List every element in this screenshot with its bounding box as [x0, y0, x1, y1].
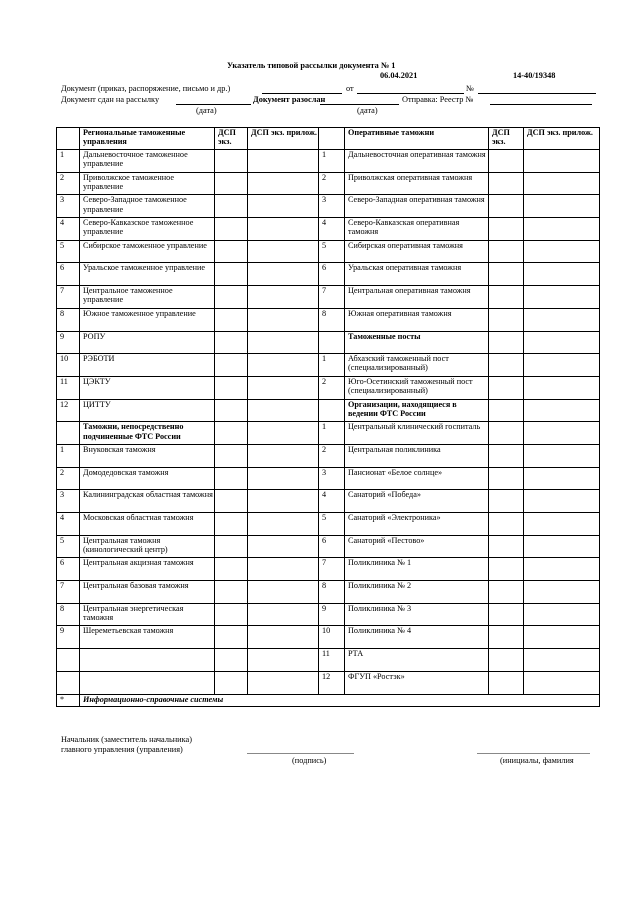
right-dsp-app-cell[interactable]: [524, 218, 600, 241]
table-row: [57, 649, 600, 672]
name-caption: (инициалы, фамилия: [500, 756, 574, 765]
doc-number-field[interactable]: [478, 93, 596, 94]
right-row-number: 1: [319, 354, 345, 377]
left-dsp-app-cell[interactable]: [248, 308, 319, 331]
right-org-name: Поликлиника № 1: [345, 558, 489, 581]
right-dsp-app-cell[interactable]: [524, 354, 600, 377]
left-dsp-cell[interactable]: [215, 308, 248, 331]
right-row-number: 4: [319, 490, 345, 513]
name-field[interactable]: [477, 753, 590, 754]
footer-mark: *: [57, 694, 80, 706]
right-org-name: Уральская оперативная таможня: [345, 263, 489, 286]
right-dsp-cell[interactable]: [489, 558, 524, 581]
right-dsp-cell[interactable]: [489, 671, 524, 694]
left-row-number: 6: [57, 263, 80, 286]
right-row-number: 5: [319, 513, 345, 536]
right-org-name: Южная оперативная таможня: [345, 308, 489, 331]
num-label: №: [466, 84, 474, 93]
right-dsp-cell[interactable]: [489, 263, 524, 286]
right-org-name: Санаторий «Пестово»: [345, 535, 489, 558]
left-dsp-cell[interactable]: [215, 218, 248, 241]
left-header-name: Региональные таможенные управления: [80, 128, 215, 150]
right-row-number: 4: [319, 218, 345, 241]
left-org-name: Приволжское таможенное управление: [80, 172, 215, 195]
right-dsp-cell[interactable]: [489, 444, 524, 467]
left-row-number: 5: [57, 240, 80, 263]
left-dsp-cell[interactable]: [215, 263, 248, 286]
info-systems-label: Информационно-справочные системы: [80, 694, 600, 706]
right-dsp-cell[interactable]: [489, 467, 524, 490]
left-dsp-cell[interactable]: [215, 535, 248, 558]
table-row: [57, 444, 600, 467]
right-org-name: ФГУП «Ростэк»: [345, 671, 489, 694]
left-dsp-cell[interactable]: [215, 444, 248, 467]
table-row: [57, 626, 600, 649]
left-dsp-app-cell[interactable]: [248, 581, 319, 604]
right-row-number: 9: [319, 603, 345, 626]
left-header-dsp-app: ДСП экз. прилож.: [248, 128, 319, 150]
table-row: [57, 150, 600, 173]
left-row-number: [57, 671, 80, 694]
right-dsp-app-cell[interactable]: [524, 581, 600, 604]
right-header-dsp: ДСП экз.: [489, 128, 524, 150]
right-row-number: 5: [319, 240, 345, 263]
left-org-name: Центральная базовая таможня: [80, 581, 215, 604]
right-dsp-cell[interactable]: [489, 218, 524, 241]
signature-title-line1: Начальник (заместитель начальника): [61, 735, 192, 744]
right-org-name: Поликлиника № 2: [345, 581, 489, 604]
right-dsp-app-cell[interactable]: [524, 195, 600, 218]
right-dsp-cell[interactable]: [489, 308, 524, 331]
right-org-name: Северо-Западная оперативная таможня: [345, 195, 489, 218]
right-dsp-app-cell[interactable]: [524, 150, 600, 173]
left-org-name: Центральная энергетическая таможня: [80, 603, 215, 626]
left-org-name: Калининградская областная таможня: [80, 490, 215, 513]
left-org-name: Северо-Западное таможенное управление: [80, 195, 215, 218]
left-dsp-cell[interactable]: [215, 649, 248, 672]
right-dsp-app-cell[interactable]: [524, 490, 600, 513]
right-dsp-app-cell[interactable]: [524, 444, 600, 467]
left-dsp-cell[interactable]: [215, 558, 248, 581]
right-dsp-cell[interactable]: [489, 172, 524, 195]
left-dsp-app-cell[interactable]: [248, 240, 319, 263]
table-row: [57, 399, 600, 422]
left-dsp-app-cell[interactable]: [248, 172, 319, 195]
left-dsp-cell[interactable]: [215, 581, 248, 604]
right-row-number: 6: [319, 263, 345, 286]
table-row: [57, 671, 600, 694]
left-dsp-app-cell[interactable]: [248, 513, 319, 536]
left-dsp-cell[interactable]: [215, 331, 248, 354]
right-org-name: Центральная оперативная таможня: [345, 286, 489, 309]
left-row-number: 9: [57, 331, 80, 354]
table-row: [57, 603, 600, 626]
left-dsp-cell[interactable]: [215, 626, 248, 649]
left-row-number: 7: [57, 286, 80, 309]
handed-label: Документ сдан на рассылку: [61, 95, 160, 104]
left-row-number: 11: [57, 376, 80, 399]
table-row: [57, 376, 600, 399]
right-dsp-cell[interactable]: [489, 399, 524, 422]
left-row-number: 2: [57, 172, 80, 195]
table-row: [57, 490, 600, 513]
right-row-number: 3: [319, 467, 345, 490]
right-dsp-app-cell[interactable]: [524, 626, 600, 649]
right-dsp-cell[interactable]: [489, 240, 524, 263]
right-dsp-cell[interactable]: [489, 376, 524, 399]
left-dsp-cell[interactable]: [215, 354, 248, 377]
right-dsp-app-cell[interactable]: [524, 263, 600, 286]
table-row: [57, 558, 600, 581]
left-row-number: 12: [57, 399, 80, 422]
right-dsp-app-cell[interactable]: [524, 308, 600, 331]
left-org-name: ЦЭКТУ: [80, 376, 215, 399]
right-row-number: 10: [319, 626, 345, 649]
left-org-name: [80, 649, 215, 672]
table-row: [57, 286, 600, 309]
right-dsp-app-cell[interactable]: [524, 422, 600, 445]
table-row: [57, 240, 600, 263]
left-dsp-app-cell[interactable]: [248, 195, 319, 218]
right-org-name: Организации, находящиеся в ведении ФТС России: [345, 399, 489, 422]
right-row-number: 3: [319, 195, 345, 218]
right-dsp-app-cell[interactable]: [524, 671, 600, 694]
left-org-name: Московская областная таможня: [80, 513, 215, 536]
right-org-name: Санаторий «Победа»: [345, 490, 489, 513]
right-row-number: 2: [319, 444, 345, 467]
left-row-number: 2: [57, 467, 80, 490]
left-dsp-cell[interactable]: [215, 240, 248, 263]
left-row-number: 10: [57, 354, 80, 377]
from-date-field[interactable]: [357, 93, 464, 94]
left-dsp-app-cell[interactable]: [248, 490, 319, 513]
right-org-name: Центральный клинический госпиталь: [345, 422, 489, 445]
left-row-number: 7: [57, 581, 80, 604]
right-row-number: [319, 331, 345, 354]
right-dsp-app-cell[interactable]: [524, 286, 600, 309]
dispatch-label: Отправка: Реестр №: [402, 95, 474, 104]
table-row: [57, 581, 600, 604]
left-dsp-cell[interactable]: [215, 399, 248, 422]
table-row: [57, 195, 600, 218]
right-row-number: 8: [319, 308, 345, 331]
doc-type-label: Документ (приказ, распоряжение, письмо и др.): [61, 84, 231, 93]
right-row-number: 1: [319, 422, 345, 445]
left-dsp-app-cell[interactable]: [248, 354, 319, 377]
info-systems-row: [57, 694, 600, 706]
right-dsp-cell[interactable]: [489, 535, 524, 558]
right-row-number: [319, 399, 345, 422]
handed-date-field[interactable]: [176, 104, 251, 105]
date-caption-2: (дата): [357, 106, 378, 115]
right-dsp-cell[interactable]: [489, 354, 524, 377]
right-org-name: РТА: [345, 649, 489, 672]
left-org-name: РЭБОТИ: [80, 354, 215, 377]
left-org-name: Таможни, непосредственно подчиненные ФТС России: [80, 422, 215, 445]
left-header-dsp: ДСП экз.: [215, 128, 248, 150]
left-dsp-app-cell[interactable]: [248, 263, 319, 286]
left-row-number: 6: [57, 558, 80, 581]
left-dsp-cell[interactable]: [215, 195, 248, 218]
left-dsp-cell[interactable]: [215, 172, 248, 195]
right-dsp-cell[interactable]: [489, 603, 524, 626]
left-dsp-cell[interactable]: [215, 467, 248, 490]
left-row-number: [57, 422, 80, 445]
right-dsp-cell[interactable]: [489, 626, 524, 649]
left-dsp-app-cell[interactable]: [248, 535, 319, 558]
left-dsp-app-cell[interactable]: [248, 467, 319, 490]
right-dsp-app-cell[interactable]: [524, 467, 600, 490]
right-dsp-cell[interactable]: [489, 513, 524, 536]
right-dsp-app-cell[interactable]: [524, 558, 600, 581]
right-dsp-app-cell[interactable]: [524, 331, 600, 354]
right-org-name: Абхазский таможенный пост (специализированный): [345, 354, 489, 377]
left-org-name: Домодедовская таможня: [80, 467, 215, 490]
left-dsp-cell[interactable]: [215, 422, 248, 445]
right-row-number: 7: [319, 286, 345, 309]
left-dsp-cell[interactable]: [215, 286, 248, 309]
table-row: [57, 513, 600, 536]
left-org-name: Северо-Кавказское таможенное управление: [80, 218, 215, 241]
signature-caption: (подпись): [292, 756, 327, 765]
left-dsp-cell[interactable]: [215, 490, 248, 513]
table-header-row: [57, 128, 600, 150]
from-label: от: [346, 84, 354, 93]
left-org-name: Сибирское таможенное управление: [80, 240, 215, 263]
right-header-dsp-app: ДСП экз. прилож.: [524, 128, 600, 150]
left-dsp-app-cell[interactable]: [248, 286, 319, 309]
right-row-number: 8: [319, 581, 345, 604]
right-org-name: Приволжская оперативная таможня: [345, 172, 489, 195]
left-dsp-app-cell[interactable]: [248, 331, 319, 354]
left-org-name: Центральная акцизная таможня: [80, 558, 215, 581]
doc-type-field[interactable]: [262, 93, 342, 94]
left-org-name: ЦИТТУ: [80, 399, 215, 422]
right-org-name: Поликлиника № 3: [345, 603, 489, 626]
table-row: [57, 331, 600, 354]
right-org-name: Таможенные посты: [345, 331, 489, 354]
left-row-number: 3: [57, 490, 80, 513]
right-row-number: 2: [319, 172, 345, 195]
right-dsp-cell[interactable]: [489, 581, 524, 604]
signature-field[interactable]: [247, 753, 354, 754]
right-row-number: 6: [319, 535, 345, 558]
left-dsp-app-cell[interactable]: [248, 422, 319, 445]
left-org-name: [80, 671, 215, 694]
right-dsp-cell[interactable]: [489, 490, 524, 513]
right-dsp-app-cell[interactable]: [524, 240, 600, 263]
registry-number-field[interactable]: [490, 104, 592, 105]
left-row-number: 4: [57, 218, 80, 241]
right-org-name: Пансионат «Белое солнце»: [345, 467, 489, 490]
left-dsp-cell[interactable]: [215, 150, 248, 173]
right-dsp-app-cell[interactable]: [524, 376, 600, 399]
left-row-number: 4: [57, 513, 80, 536]
left-row-number: 1: [57, 444, 80, 467]
right-dsp-app-cell[interactable]: [524, 649, 600, 672]
right-dsp-app-cell[interactable]: [524, 172, 600, 195]
distribution-table: [56, 127, 600, 707]
left-org-name: Уральское таможенное управление: [80, 263, 215, 286]
right-header-name: Оперативные таможни: [345, 128, 489, 150]
right-org-name: Сибирская оперативная таможня: [345, 240, 489, 263]
table-row: [57, 467, 600, 490]
left-row-number: 8: [57, 308, 80, 331]
right-org-name: Юго-Осетинский таможенный пост (специализированный): [345, 376, 489, 399]
left-dsp-app-cell[interactable]: [248, 603, 319, 626]
right-row-number: 1: [319, 150, 345, 173]
left-org-name: Центральная таможня (кинологический центр): [80, 535, 215, 558]
left-dsp-app-cell[interactable]: [248, 671, 319, 694]
left-org-name: Внуковская таможня: [80, 444, 215, 467]
left-org-name: РОПУ: [80, 331, 215, 354]
left-row-number: 9: [57, 626, 80, 649]
document-number: 14-40/19348: [513, 71, 556, 80]
table-row: [57, 263, 600, 286]
left-row-number: 5: [57, 535, 80, 558]
date-caption-1: (дата): [196, 106, 217, 115]
right-row-number: 2: [319, 376, 345, 399]
table-row: [57, 308, 600, 331]
left-dsp-app-cell[interactable]: [248, 649, 319, 672]
left-dsp-app-cell[interactable]: [248, 558, 319, 581]
signature-title-line2: главного управления (управления): [61, 745, 183, 754]
left-row-number: [57, 649, 80, 672]
left-org-name: Центральное таможенное управление: [80, 286, 215, 309]
left-dsp-app-cell[interactable]: [248, 399, 319, 422]
table-row: [57, 535, 600, 558]
document-date: 06.04.2021: [380, 71, 418, 80]
right-dsp-cell[interactable]: [489, 286, 524, 309]
right-dsp-app-cell[interactable]: [524, 399, 600, 422]
left-org-name: Дальневосточное таможенное управление: [80, 150, 215, 173]
right-row-number: 12: [319, 671, 345, 694]
sent-label: Документ разослан: [253, 95, 326, 104]
right-dsp-cell[interactable]: [489, 195, 524, 218]
left-dsp-app-cell[interactable]: [248, 376, 319, 399]
left-dsp-cell[interactable]: [215, 376, 248, 399]
right-org-name: Поликлиника № 4: [345, 626, 489, 649]
right-dsp-app-cell[interactable]: [524, 513, 600, 536]
table-row: [57, 422, 600, 445]
right-dsp-cell[interactable]: [489, 422, 524, 445]
left-dsp-app-cell[interactable]: [248, 626, 319, 649]
table-row: [57, 354, 600, 377]
right-dsp-app-cell[interactable]: [524, 603, 600, 626]
left-dsp-cell[interactable]: [215, 513, 248, 536]
right-dsp-cell[interactable]: [489, 331, 524, 354]
left-dsp-app-cell[interactable]: [248, 150, 319, 173]
left-dsp-app-cell[interactable]: [248, 444, 319, 467]
table-row: [57, 172, 600, 195]
left-row-number: 8: [57, 603, 80, 626]
document-title: Указатель типовой рассылки документа № 1: [227, 61, 396, 70]
left-dsp-app-cell[interactable]: [248, 218, 319, 241]
left-dsp-cell[interactable]: [215, 603, 248, 626]
left-dsp-cell[interactable]: [215, 671, 248, 694]
left-org-name: Шереметьевская таможня: [80, 626, 215, 649]
right-dsp-cell[interactable]: [489, 150, 524, 173]
right-org-name: Дальневосточная оперативная таможня: [345, 150, 489, 173]
left-row-number: 3: [57, 195, 80, 218]
left-row-number: 1: [57, 150, 80, 173]
sent-date-field[interactable]: [320, 104, 399, 105]
right-dsp-cell[interactable]: [489, 649, 524, 672]
right-org-name: Санаторий «Электроника»: [345, 513, 489, 536]
right-org-name: Центральная поликлиника: [345, 444, 489, 467]
right-dsp-app-cell[interactable]: [524, 535, 600, 558]
left-org-name: Южное таможенное управление: [80, 308, 215, 331]
right-row-number: 7: [319, 558, 345, 581]
table-row: [57, 218, 600, 241]
right-org-name: Северо-Кавказская оперативная таможня: [345, 218, 489, 241]
right-row-number: 11: [319, 649, 345, 672]
